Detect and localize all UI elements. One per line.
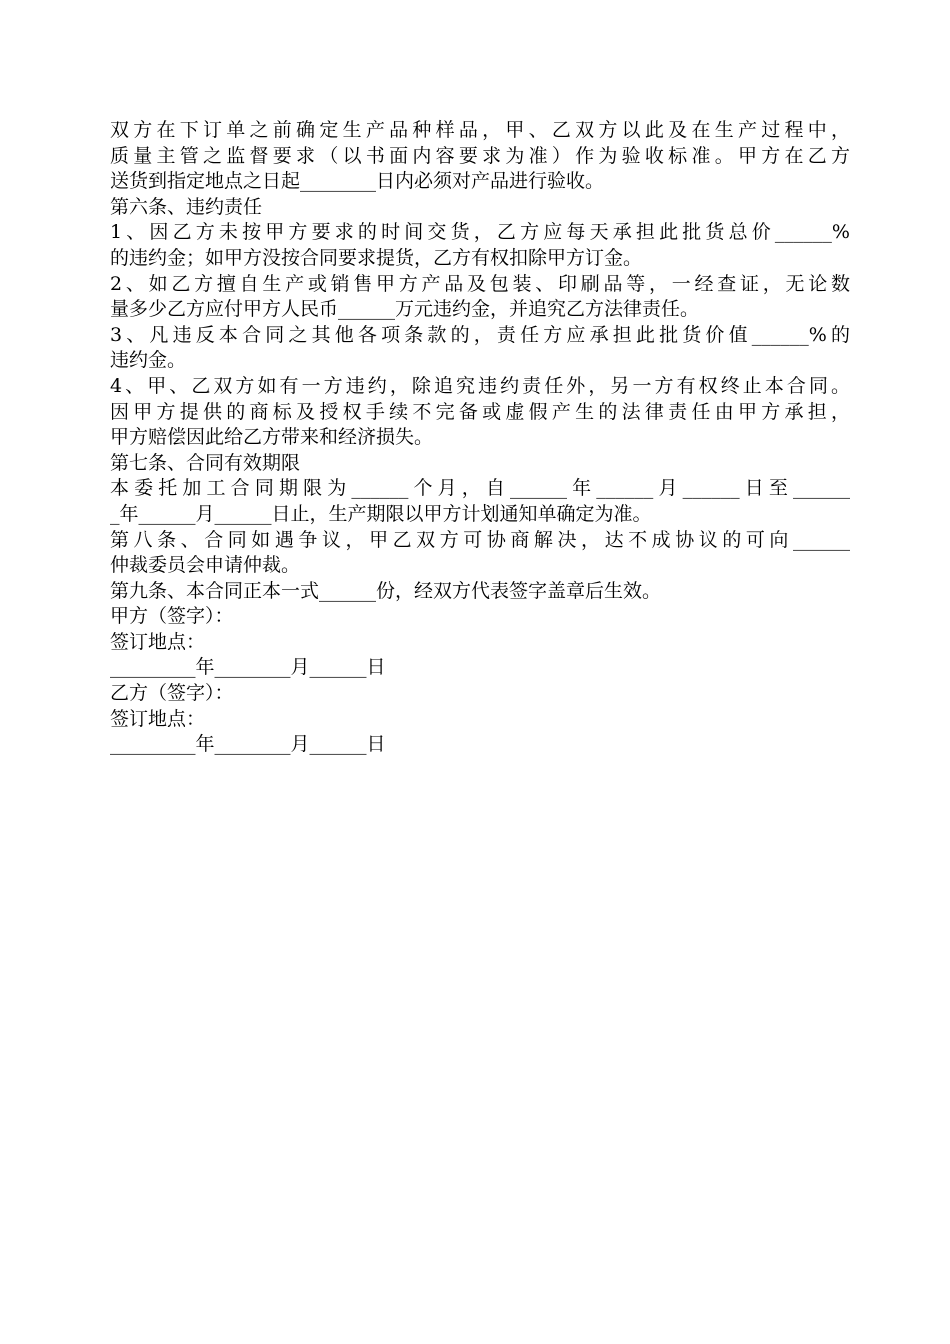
text-line: 甲方（签字）：	[110, 605, 234, 628]
text-line: 量多少乙方应付甲方人民币______万元违约金，并追究乙方法律责任。	[110, 298, 700, 321]
text-line: 第八条、合同如遇争议，甲乙双方可协商解决，达不成协议的可向______	[110, 528, 850, 551]
text-line: 第六条、违约责任	[110, 195, 263, 218]
text-line: _年______月______日止，生产期限以甲方计划通知单确定为准。	[110, 502, 652, 525]
text-line: 4、甲、乙双方如有一方违约，除追究违约责任外，另一方有权终止本合同。	[110, 374, 850, 397]
text-line: 1、因乙方未按甲方要求的时间交货，乙方应每天承担此批货总价______%	[110, 221, 850, 244]
text-line: 违约金。	[110, 349, 187, 372]
text-line: 质量主管之监督要求（以书面内容要求为准）作为验收标准。甲方在乙方	[110, 144, 850, 167]
text-line: 第七条、合同有效期限	[110, 451, 301, 474]
text-line: 因甲方提供的商标及授权手续不完备或虚假产生的法律责任由甲方承担，	[110, 400, 850, 423]
text-line: 签订地点：	[110, 630, 206, 653]
text-line: 双方在下订单之前确定生产品种样品，甲、乙双方以此及在生产过程中，	[110, 119, 850, 141]
text-line: 送货到指定地点之日起________日内必须对产品进行验收。	[110, 170, 605, 193]
text-line: _________年________月______日	[110, 656, 386, 679]
text-line: 仲裁委员会申请仲裁。	[110, 554, 301, 577]
text-line: 2、如乙方擅自生产或销售甲方产品及包装、印刷品等，一经查证，无论数	[110, 272, 850, 295]
text-line: 的违约金；如甲方没按合同要求提货，乙方有权扣除甲方订金。	[110, 246, 643, 269]
contract-body	[110, 118, 850, 758]
text-line: _________年________月______日	[110, 733, 386, 756]
text-line: 第九条、本合同正本一式______份，经双方代表签字盖章后生效。	[110, 579, 662, 602]
text-line: 乙方（签字）：	[110, 682, 234, 705]
text-line: 签订地点：	[110, 707, 206, 730]
text-line: 本委托加工合同期限为______个月，自______年______月______日至______	[110, 477, 850, 500]
contract-page	[110, 118, 850, 758]
text-line: 3、凡违反本合同之其他各项条款的，责任方应承担此批货价值______%的	[110, 323, 850, 346]
text-line: 甲方赔偿因此给乙方带来和经济损失。	[110, 426, 434, 449]
